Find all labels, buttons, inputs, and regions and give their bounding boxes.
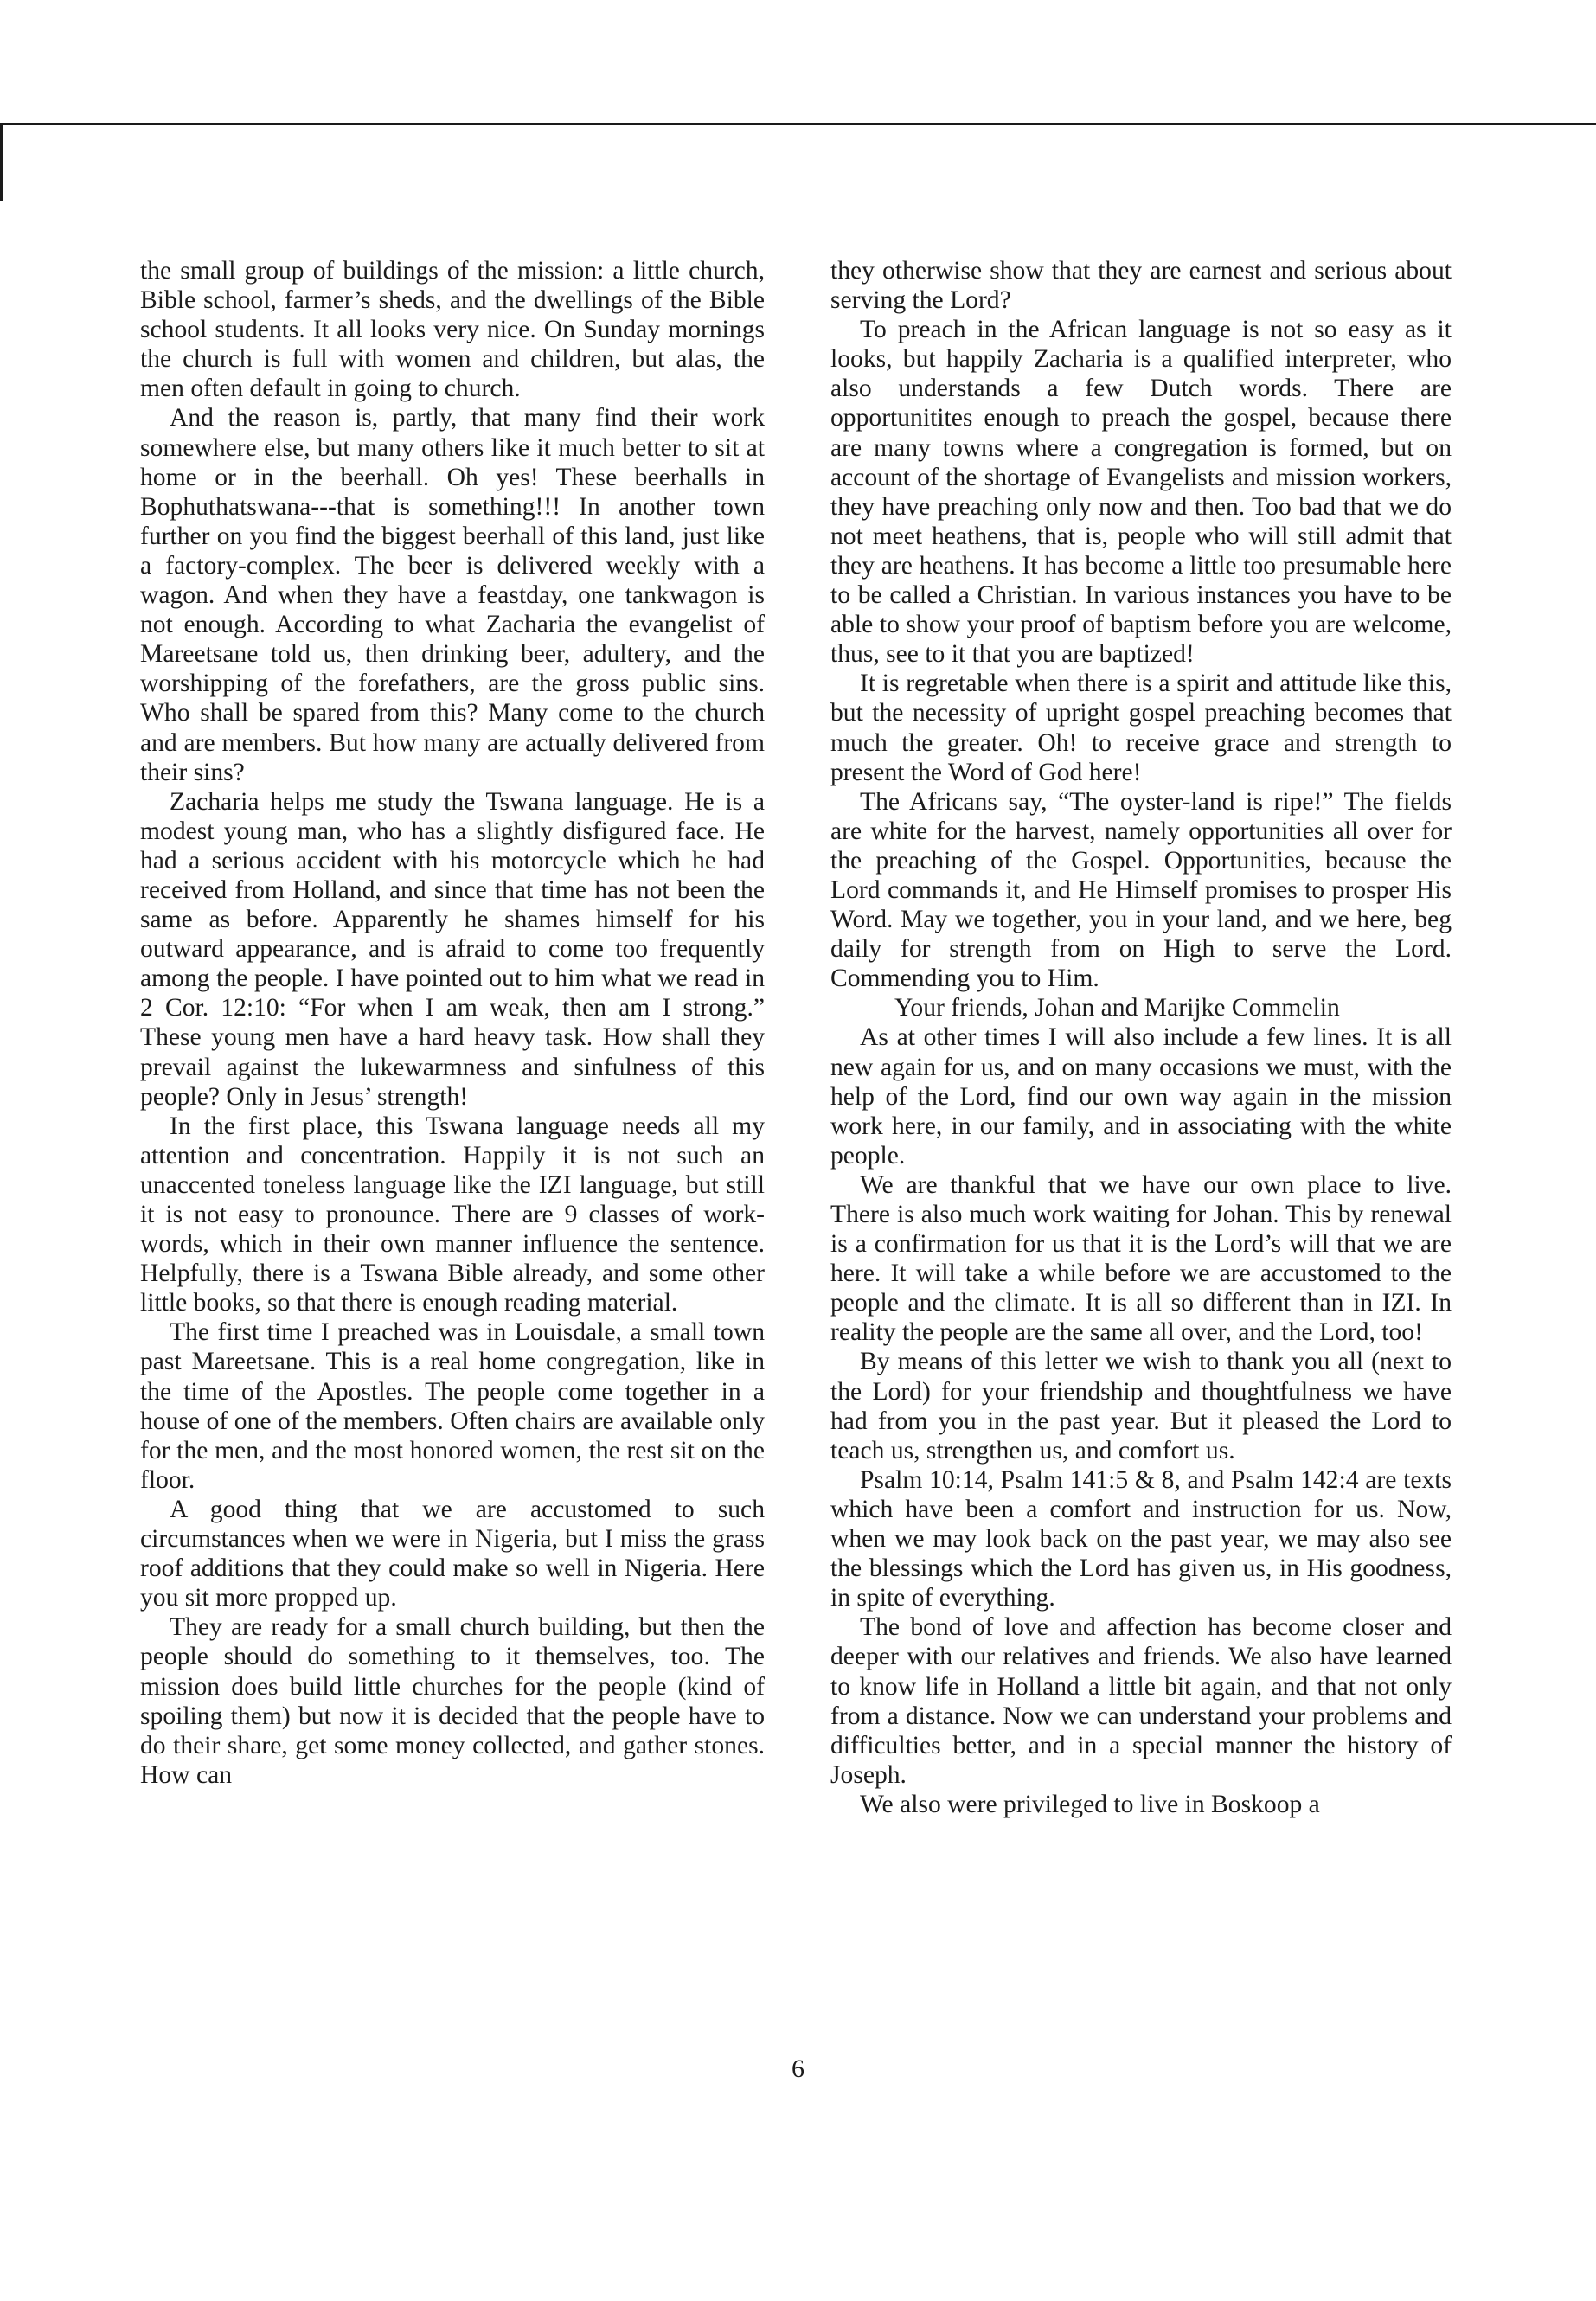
top-rule [0, 123, 1596, 125]
paragraph: A good thing that we are accustomed to such circumstances when we were in Nigeria, but I miss the grass roof additions that they could make so well in Nigeria. Here you sit more propped up. [140, 1495, 765, 1612]
paragraph: We are thankful that we have our own place to live. There is also much work waiting for Johan. This by renewal is a confirmation for us that it is the Lord’s will that we are here. It will take a while before we are accustomed to the people and the climate. It is all so different than in IZI. In reality the people are the same all over, and the Lord, too! [830, 1170, 1452, 1347]
scan-edge-mark [0, 123, 3, 201]
paragraph: And the reason is, partly, that many find their work somewhere else, but many others like it much better to sit at home or in the beerhall. Oh yes! These beerhalls in Bophuthatswana---that is something!!! In another town further on you find the biggest beerhall of this land, just like a factory-complex. The beer is delivered weekly with a wagon. And when they have a feastday, one tankwagon is not enough. According to what Zacharia the evangelist of Mareetsane told us, then drinking beer, adultery, and the worshipping of the forefathers, are the gross public sins. Who shall be spared from this? Many come to the church and are members. But how many are actually delivered from their sins? [140, 404, 765, 786]
paragraph: By means of this letter we wish to thank you all (next to the Lord) for your friendship and thoughtfulness we have had from you in the past year. But it pleased the Lord to teach us, strengthen us, and comfort us. [830, 1348, 1452, 1465]
paragraph: As at other times I will also include a few lines. It is all new again for us, and on many occasions we must, with the help of the Lord, find our own way again in the mission work here, in our family, and in associating with the white people. [830, 1023, 1452, 1170]
paragraph: they otherwise show that they are earnest and serious about serving the Lord? [830, 257, 1452, 315]
paragraph: The Africans say, “The oyster-land is ripe!” The fields are white for the harvest, namely opportunities all over for the preaching of the Gospel. Opportunities, because the Lord commands it, and He Himself promises to prosper His Word. May we together, you in your land, and we here, beg daily for strength from on High to serve the Lord. Commending you to Him. [830, 787, 1452, 993]
page-number: 6 [792, 2054, 804, 2083]
paragraph: Zacharia helps me study the Tswana language. He is a modest young man, who has a slightly disfigured face. He had a serious accident with his motorcycle which he had received from Holland, and since that time has not been the same as before. Apparently he shames himself for his outward appearance, and is afraid to come too frequently among the people. I have pointed out to him what we read in 2 Cor. 12:10: “For when I am weak, then am I strong.” These young men have a hard heavy task. How shall they prevail against the lukewarmness and sinfulness of this people? Only in Jesus’ strength! [140, 787, 765, 1111]
left-column [140, 256, 765, 1790]
paragraph: Psalm 10:14, Psalm 141:5 & 8, and Psalm 142:4 are texts which have been a comfort and instruction for us. Now, when we may look back on the past year, we may also see the blessings which the Lord has given us, in His goodness, in spite of everything. [830, 1465, 1452, 1612]
right-column [830, 256, 1452, 1819]
paragraph: They are ready for a small church building, but then the people should do something to it themselves, too. The mission does build little churches for the people (kind of spoiling them) but now it is decided that the people have to do their share, get some money collected, and gather stones. How can [140, 1613, 765, 1789]
paragraph: the small group of buildings of the mission: a little church, Bible school, farmer’s sheds, and the dwellings of the Bible school students. It all looks very nice. On Sunday mornings the church is full with women and children, but alas, the men often default in going to church. [140, 257, 765, 403]
paragraph: In the first place, this Tswana language needs all my attention and concentration. Happily it is not such an unaccented toneless language like the IZI language, but still it is not easy to pronounce. There are 9 classes of work-words, which in their own manner influence the sentence. Helpfully, there is a Tswana Bible already, and some other little books, so that there is enough reading material. [140, 1112, 765, 1317]
signature-line: Your friends, Johan and Marijke Commelin [894, 994, 1340, 1022]
paragraph: To preach in the African language is not so easy as it looks, but happily Zacharia is a qualified interpreter, who also understands a few Dutch words. There are opportunitites enough to preach the gospel, because there are many towns where a congregation is formed, but on account of the shortage of Evangelists and mission workers, they have preaching only now and then. Too bad that we do not meet heathens, that is, people who will still admit that they are heathens. It has become a little too presumable here to be called a Christian. In various instances you have to be able to show your proof of baptism before you are welcome, thus, see to it that you are baptized! [830, 316, 1452, 669]
paragraph: The bond of love and affection has become closer and deeper with our relatives and friends. We also have learned to know life in Holland a little bit again, and that not only from a distance. Now we can understand your problems and difficulties better, and in a special manner the history of Joseph. [830, 1613, 1452, 1789]
paragraph: We also were privileged to live in Boskoop a [860, 1790, 1320, 1818]
paragraph: It is regretable when there is a spirit and attitude like this, but the necessity of upright gospel preaching becomes that much the greater. Oh! to receive grace and strength to present the Word of God here! [830, 670, 1452, 786]
paragraph: The first time I preached was in Louisdale, a small town past Mareetsane. This is a real home congregation, like in the time of the Apostles. The people come together in a house of one of the members. Often chairs are available only for the men, and the most honored women, the rest sit on the floor. [140, 1318, 765, 1494]
